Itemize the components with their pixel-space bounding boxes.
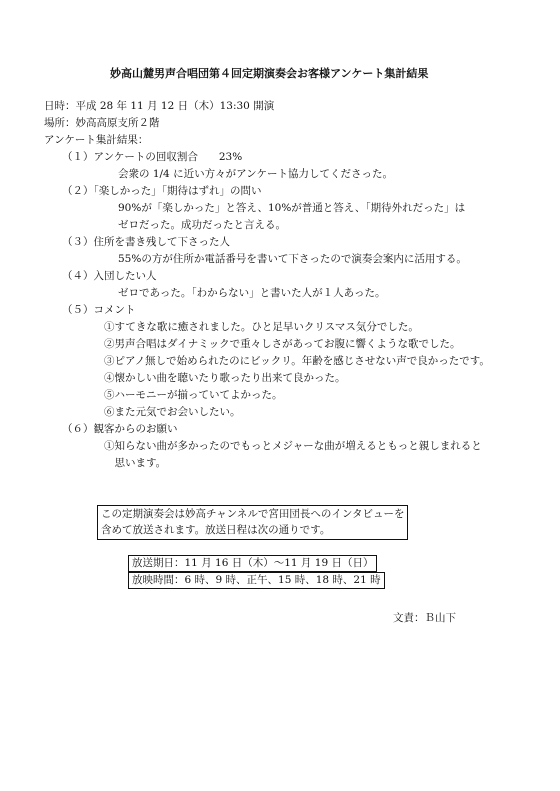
broadcast-period-box: 放送期日：11 月 16 日（木）～11 月 19 日（日） xyxy=(128,555,377,572)
author-credit: 文責：Ｂ山下 xyxy=(393,612,456,624)
section-2-line: 90%が「楽しかった」と答え、10%が普通と答え、「期待外れだった」は xyxy=(118,202,466,214)
comment-item: ④懐かしい曲を聴いたり歌ったり出来て良かった。 xyxy=(104,372,346,384)
broadcast-line-1: この定期演奏会は妙高チャンネルで宮田団長へのインタビューを xyxy=(101,508,405,520)
section-2-line: ゼロだった。成功だったと言える。 xyxy=(118,219,286,231)
event-venue: 場所：妙高高原支所２階 xyxy=(44,117,160,129)
section-6-heading: （６）観客からのお願い xyxy=(62,423,178,435)
broadcast-notice-box xyxy=(97,505,408,540)
section-4-heading: （４）入団したい人 xyxy=(62,270,157,282)
request-item: 思います。 xyxy=(104,457,167,469)
section-1-line: 会衆の 1/4 に近い方々がアンケート協力してくださった。 xyxy=(118,168,393,180)
broadcast-line-2: 含めて放送されます。放送日程は次の通りです。 xyxy=(101,524,331,537)
document-title: 妙高山麓男声合唱団第４回定期演奏会お客様アンケート集計結果 xyxy=(110,67,429,80)
comment-item: ⑥また元気でお会いしたい。 xyxy=(104,406,241,418)
comment-item: ⑤ハーモニーが揃っていてよかった。 xyxy=(104,389,283,401)
section-2-heading: （２）「楽しかった」「期待はずれ」の問い xyxy=(62,185,262,197)
results-label: アンケート集計結果： xyxy=(44,134,149,146)
section-4-line: ゼロであった。「わからない」と書いた人が１人あった。 xyxy=(118,287,386,299)
comment-item: ③ピアノ無しで始められたのにビックリ。年齢を感じさせない声で良かったです。 xyxy=(104,355,490,367)
broadcast-times-box: 放映時間：6 時、9 時、正午、15 時、18 時、21 時 xyxy=(128,572,385,589)
section-3-heading: （３）住所を書き残して下さった人 xyxy=(62,236,230,248)
section-3-line: 55%の方が住所か電話番号を書いて下さったので演奏会案内に活用する。 xyxy=(118,253,467,265)
section-5-heading: （５）コメント xyxy=(62,304,136,316)
request-item: ①知らない曲が多かったのでもっとメジャーな曲が増えるともっと親しまれると xyxy=(104,440,482,452)
event-datetime: 日時：平成 28 年 11 月 12 日（木）13:30 開演 xyxy=(44,100,275,112)
comment-item: ②男声合唱はダイナミックで重々しさがあってお腹に響くような歌でした。 xyxy=(104,338,461,350)
comment-item: ①すてきな歌に癒されました。ひと足早いクリスマス気分でした。 xyxy=(104,321,419,333)
section-1-heading: （１）アンケートの回収割合 23% xyxy=(62,151,243,163)
